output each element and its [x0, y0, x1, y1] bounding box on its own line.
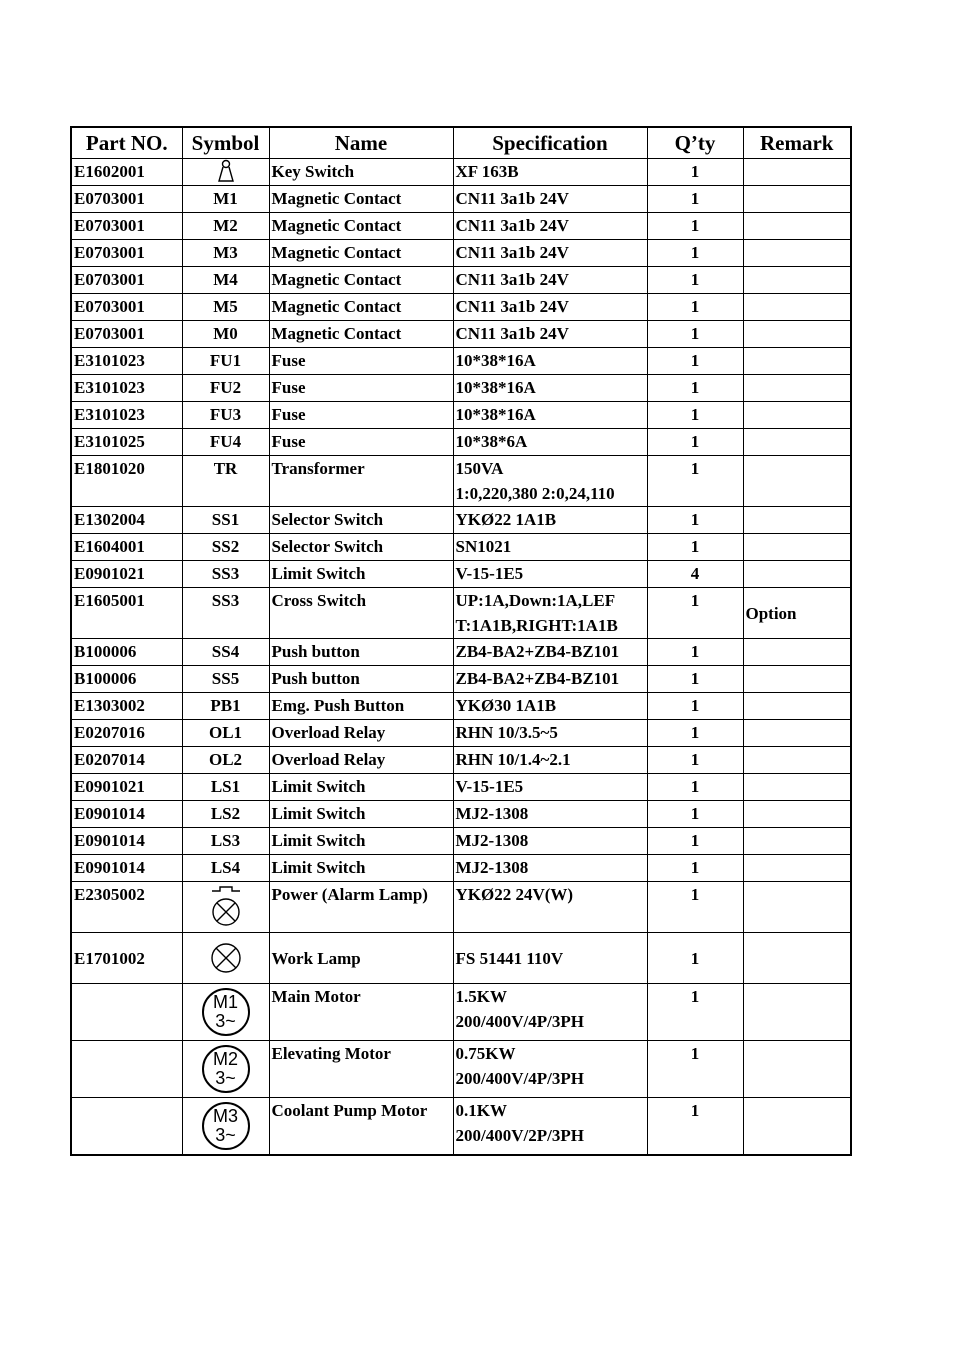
cell-remark: [743, 855, 851, 882]
cell-part-no: E0901014: [71, 828, 182, 855]
spec-line: MJ2-1308: [455, 858, 529, 877]
cell-remark: [743, 561, 851, 588]
cell-remark: [743, 294, 851, 321]
cell-part-no: E2305002: [71, 882, 182, 933]
cell-symbol: OL2: [182, 747, 269, 774]
cell-specification: [453, 1041, 647, 1098]
cell-qty: 1: [647, 186, 743, 213]
motor-icon: [202, 1102, 250, 1150]
table-row: [71, 267, 851, 294]
cell-specification: [453, 639, 647, 666]
cell-qty: 1: [647, 213, 743, 240]
cell-qty: 1: [647, 588, 743, 639]
spec-line: XF 163B: [455, 162, 519, 181]
cell-part-no: E1602001: [71, 159, 182, 186]
cell-qty: 1: [647, 267, 743, 294]
cell-qty: 1: [647, 855, 743, 882]
table-row: [71, 186, 851, 213]
cell-part-no: E1303002: [71, 693, 182, 720]
spec-line: MJ2-1308: [455, 804, 529, 823]
cell-remark: [743, 1098, 851, 1156]
cell-symbol: M1: [182, 186, 269, 213]
spec-line: CN11 3a1b 24V: [455, 189, 569, 208]
cell-part-no: E3101023: [71, 375, 182, 402]
cell-specification: [453, 240, 647, 267]
cell-name: Fuse: [269, 429, 453, 456]
cell-remark: [743, 828, 851, 855]
cell-symbol: LS4: [182, 855, 269, 882]
cell-part-no: E0703001: [71, 321, 182, 348]
cell-name: Work Lamp: [269, 933, 453, 984]
cell-qty: 1: [647, 375, 743, 402]
spec-line: 10*38*16A: [455, 378, 536, 397]
table-row: [71, 828, 851, 855]
cell-specification: [453, 588, 647, 639]
spec-line: 10*38*6A: [455, 432, 528, 451]
cell-remark: [743, 375, 851, 402]
cell-symbol: [182, 882, 269, 933]
table-row: [71, 747, 851, 774]
cell-part-no: E0901021: [71, 774, 182, 801]
cell-part-no: E0703001: [71, 186, 182, 213]
cell-specification: [453, 1098, 647, 1156]
header-specification: Specification: [453, 127, 647, 159]
cell-remark: [743, 159, 851, 186]
cell-part-no: E0207016: [71, 720, 182, 747]
cell-symbol: M4: [182, 267, 269, 294]
cell-part-no: [71, 1041, 182, 1098]
header-part-no: Part NO.: [71, 127, 182, 159]
cell-name: Power (Alarm Lamp): [269, 882, 453, 933]
spec-line: MJ2-1308: [455, 831, 529, 850]
header-remark: Remark: [743, 127, 851, 159]
cell-symbol: SS4: [182, 639, 269, 666]
cell-name: Fuse: [269, 402, 453, 429]
cell-part-no: B100006: [71, 639, 182, 666]
cell-qty: 1: [647, 534, 743, 561]
spec-line: UP:1A,Down:1A,LEF: [455, 591, 616, 610]
cell-remark: [743, 720, 851, 747]
cell-name: Cross Switch: [269, 588, 453, 639]
cell-part-no: E1302004: [71, 507, 182, 534]
cell-name: Limit Switch: [269, 801, 453, 828]
cell-qty: 1: [647, 720, 743, 747]
cell-part-no: E1701002: [71, 933, 182, 984]
spec-line-2: 200/400V/4P/3PH: [455, 1069, 584, 1088]
cell-remark: [743, 429, 851, 456]
spec-line: 0.75KW: [455, 1044, 516, 1063]
spec-line: CN11 3a1b 24V: [455, 297, 569, 316]
cell-part-no: E0703001: [71, 213, 182, 240]
table-row: [71, 639, 851, 666]
cell-remark: [743, 747, 851, 774]
cell-name: Fuse: [269, 375, 453, 402]
cell-specification: [453, 375, 647, 402]
cell-qty: 1: [647, 429, 743, 456]
cell-remark: [743, 186, 851, 213]
table-row: [71, 294, 851, 321]
cell-qty: 1: [647, 321, 743, 348]
spec-line: ZB4-BA2+ZB4-BZ101: [455, 642, 620, 661]
spec-line: SN1021: [455, 537, 512, 556]
table-row: [71, 240, 851, 267]
cell-remark: [743, 456, 851, 507]
table-row: [71, 774, 851, 801]
cell-remark: [743, 321, 851, 348]
motor-phase: 3~: [215, 1068, 236, 1088]
cell-specification: [453, 186, 647, 213]
cell-part-no: E0901014: [71, 801, 182, 828]
cell-name: Limit Switch: [269, 828, 453, 855]
cell-remark: [743, 213, 851, 240]
cell-part-no: E3101023: [71, 402, 182, 429]
cell-symbol: [182, 933, 269, 984]
cell-part-no: E3101025: [71, 429, 182, 456]
cell-symbol: LS3: [182, 828, 269, 855]
cell-name: Magnetic Contact: [269, 321, 453, 348]
cell-symbol: FU4: [182, 429, 269, 456]
cell-name: Magnetic Contact: [269, 186, 453, 213]
cell-specification: [453, 933, 647, 984]
cell-qty: 1: [647, 402, 743, 429]
cell-name: Overload Relay: [269, 747, 453, 774]
table-row: [71, 855, 851, 882]
cell-qty: 1: [647, 294, 743, 321]
cell-remark: [743, 348, 851, 375]
cell-part-no: E1604001: [71, 534, 182, 561]
table-row: [71, 456, 851, 507]
spec-line: YKØ22 1A1B: [455, 510, 557, 529]
cell-name: Limit Switch: [269, 855, 453, 882]
cell-name: Transformer: [269, 456, 453, 507]
cell-qty: 1: [647, 933, 743, 984]
cell-name: Magnetic Contact: [269, 213, 453, 240]
cell-remark: [743, 933, 851, 984]
table-row: [71, 720, 851, 747]
cell-qty: 1: [647, 666, 743, 693]
cell-name: Selector Switch: [269, 507, 453, 534]
table-row: [71, 984, 851, 1041]
cell-symbol: [182, 1041, 269, 1098]
spec-line: YKØ30 1A1B: [455, 696, 557, 715]
table-row: [71, 1098, 851, 1156]
spec-line: ZB4-BA2+ZB4-BZ101: [455, 669, 620, 688]
header-symbol: Symbol: [182, 127, 269, 159]
cell-qty: 1: [647, 801, 743, 828]
table-row: [71, 561, 851, 588]
cell-name: Push button: [269, 666, 453, 693]
table-row: [71, 402, 851, 429]
cell-qty: 1: [647, 693, 743, 720]
cell-part-no: E0703001: [71, 240, 182, 267]
motor-icon: [202, 988, 250, 1036]
cell-symbol: OL1: [182, 720, 269, 747]
spec-line: 150VA: [455, 459, 504, 478]
cell-symbol: PB1: [182, 693, 269, 720]
motor-icon: [202, 1045, 250, 1093]
cell-specification: [453, 267, 647, 294]
cell-part-no: E0901021: [71, 561, 182, 588]
cell-part-no: [71, 984, 182, 1041]
header-name: Name: [269, 127, 453, 159]
cell-specification: [453, 561, 647, 588]
cell-name: Magnetic Contact: [269, 294, 453, 321]
cell-qty: 1: [647, 240, 743, 267]
cell-specification: [453, 534, 647, 561]
cell-remark: [743, 402, 851, 429]
cell-name: Magnetic Contact: [269, 240, 453, 267]
cell-remark: [743, 240, 851, 267]
cell-part-no: E1801020: [71, 456, 182, 507]
table-row: [71, 348, 851, 375]
cell-part-no: E0901014: [71, 855, 182, 882]
cell-remark: [743, 1041, 851, 1098]
cell-specification: [453, 666, 647, 693]
cell-part-no: E3101023: [71, 348, 182, 375]
parts-table: [70, 126, 852, 1156]
cell-name: Key Switch: [269, 159, 453, 186]
cell-symbol: FU1: [182, 348, 269, 375]
cell-specification: [453, 774, 647, 801]
cell-part-no: [71, 1098, 182, 1156]
cell-name: Magnetic Contact: [269, 267, 453, 294]
cell-qty: 1: [647, 456, 743, 507]
motor-label: M2: [212, 1049, 238, 1069]
cell-specification: [453, 294, 647, 321]
table-row: [71, 933, 851, 984]
cell-specification: [453, 984, 647, 1041]
spec-line: FS 51441 110V: [455, 948, 564, 968]
spec-line-2: 200/400V/2P/3PH: [455, 1126, 584, 1145]
motor-label: M3: [212, 1106, 238, 1126]
spec-line: RHN 10/3.5~5: [455, 723, 558, 742]
cell-symbol: M5: [182, 294, 269, 321]
cell-symbol: LS2: [182, 801, 269, 828]
cell-remark: [743, 267, 851, 294]
cell-name: Fuse: [269, 348, 453, 375]
cell-specification: [453, 402, 647, 429]
spec-line: CN11 3a1b 24V: [455, 216, 569, 235]
cell-qty: 1: [647, 159, 743, 186]
motor-phase: 3~: [215, 1125, 236, 1145]
cell-specification: [453, 429, 647, 456]
cell-name: Emg. Push Button: [269, 693, 453, 720]
spec-line-2: T:1A1B,RIGHT:1A1B: [455, 616, 618, 635]
cell-qty: 4: [647, 561, 743, 588]
cell-name: Selector Switch: [269, 534, 453, 561]
cell-part-no: E0703001: [71, 267, 182, 294]
cell-remark: [743, 801, 851, 828]
cell-name: Coolant Pump Motor: [269, 1098, 453, 1156]
table-row: [71, 882, 851, 933]
spec-line: 10*38*16A: [455, 351, 536, 370]
cell-qty: 1: [647, 1041, 743, 1098]
cell-specification: [453, 348, 647, 375]
cell-part-no: E1605001: [71, 588, 182, 639]
cell-qty: 1: [647, 774, 743, 801]
cell-part-no: B100006: [71, 666, 182, 693]
cell-symbol: M0: [182, 321, 269, 348]
cell-remark: [743, 666, 851, 693]
cell-symbol: SS3: [182, 588, 269, 639]
spec-line: RHN 10/1.4~2.1: [455, 750, 571, 769]
motor-label: M1: [212, 992, 238, 1012]
spec-line: YKØ22 24V(W): [455, 885, 574, 904]
table-row: [71, 801, 851, 828]
spec-line-2: 1:0,220,380 2:0,24,110: [455, 484, 615, 503]
cell-specification: [453, 747, 647, 774]
table-row: [71, 375, 851, 402]
cell-qty: 1: [647, 747, 743, 774]
spec-line-2: 200/400V/4P/3PH: [455, 1012, 584, 1031]
cell-part-no: E0207014: [71, 747, 182, 774]
cell-qty: 1: [647, 507, 743, 534]
spec-line: CN11 3a1b 24V: [455, 324, 569, 343]
cell-name: Overload Relay: [269, 720, 453, 747]
spec-line: 0.1KW: [455, 1101, 507, 1120]
header-qty: Q’ty: [647, 127, 743, 159]
cell-name: Limit Switch: [269, 774, 453, 801]
cell-specification: [453, 828, 647, 855]
cell-qty: 1: [647, 882, 743, 933]
table-row: [71, 159, 851, 186]
cell-name: Limit Switch: [269, 561, 453, 588]
cell-name: Push button: [269, 639, 453, 666]
cell-specification: [453, 693, 647, 720]
cell-remark: [743, 507, 851, 534]
cell-name: Elevating Motor: [269, 1041, 453, 1098]
cell-symbol: M3: [182, 240, 269, 267]
table-row: [71, 534, 851, 561]
cell-specification: [453, 801, 647, 828]
key-switch-icon: [183, 159, 269, 185]
cell-remark: [743, 693, 851, 720]
cell-specification: [453, 507, 647, 534]
cell-qty: 1: [647, 1098, 743, 1156]
table-row: [71, 507, 851, 534]
cell-symbol: M2: [182, 213, 269, 240]
cell-qty: 1: [647, 639, 743, 666]
cell-specification: [453, 720, 647, 747]
spec-line: CN11 3a1b 24V: [455, 270, 569, 289]
motor-phase: 3~: [215, 1011, 236, 1031]
cell-specification: [453, 855, 647, 882]
cell-remark: [743, 984, 851, 1041]
cell-specification: [453, 456, 647, 507]
cell-remark: [743, 534, 851, 561]
cell-remark: [743, 774, 851, 801]
table-row: [71, 693, 851, 720]
table-row: [71, 321, 851, 348]
spec-line: 10*38*16A: [455, 405, 536, 424]
table-row: [71, 588, 851, 639]
table-row: [71, 213, 851, 240]
cell-symbol: SS5: [182, 666, 269, 693]
cell-remark: [743, 882, 851, 933]
cell-specification: [453, 159, 647, 186]
cell-symbol: [182, 984, 269, 1041]
cell-remark: [743, 639, 851, 666]
cell-qty: 1: [647, 828, 743, 855]
cell-symbol: SS1: [182, 507, 269, 534]
cell-symbol: FU2: [182, 375, 269, 402]
cell-qty: 1: [647, 348, 743, 375]
cell-symbol: SS3: [182, 561, 269, 588]
cell-symbol: TR: [182, 456, 269, 507]
cell-symbol: [182, 159, 269, 186]
spec-line: 1.5KW: [455, 987, 507, 1006]
cell-symbol: FU3: [182, 402, 269, 429]
cell-remark: Option: [743, 588, 851, 639]
table-header-row: [71, 127, 851, 159]
cell-specification: [453, 882, 647, 933]
table-row: [71, 666, 851, 693]
cell-specification: [453, 213, 647, 240]
lamp-icon: [183, 941, 269, 975]
spec-line: V-15-1E5: [455, 564, 524, 583]
spec-line: V-15-1E5: [455, 777, 524, 796]
spec-line: CN11 3a1b 24V: [455, 243, 569, 262]
cell-name: Main Motor: [269, 984, 453, 1041]
table-row: [71, 1041, 851, 1098]
table-row: [71, 429, 851, 456]
cell-specification: [453, 321, 647, 348]
cell-symbol: [182, 1098, 269, 1156]
cell-symbol: SS2: [182, 534, 269, 561]
cell-symbol: LS1: [182, 774, 269, 801]
cell-part-no: E0703001: [71, 294, 182, 321]
cell-qty: 1: [647, 984, 743, 1041]
alarm-lamp-icon: [183, 885, 269, 929]
